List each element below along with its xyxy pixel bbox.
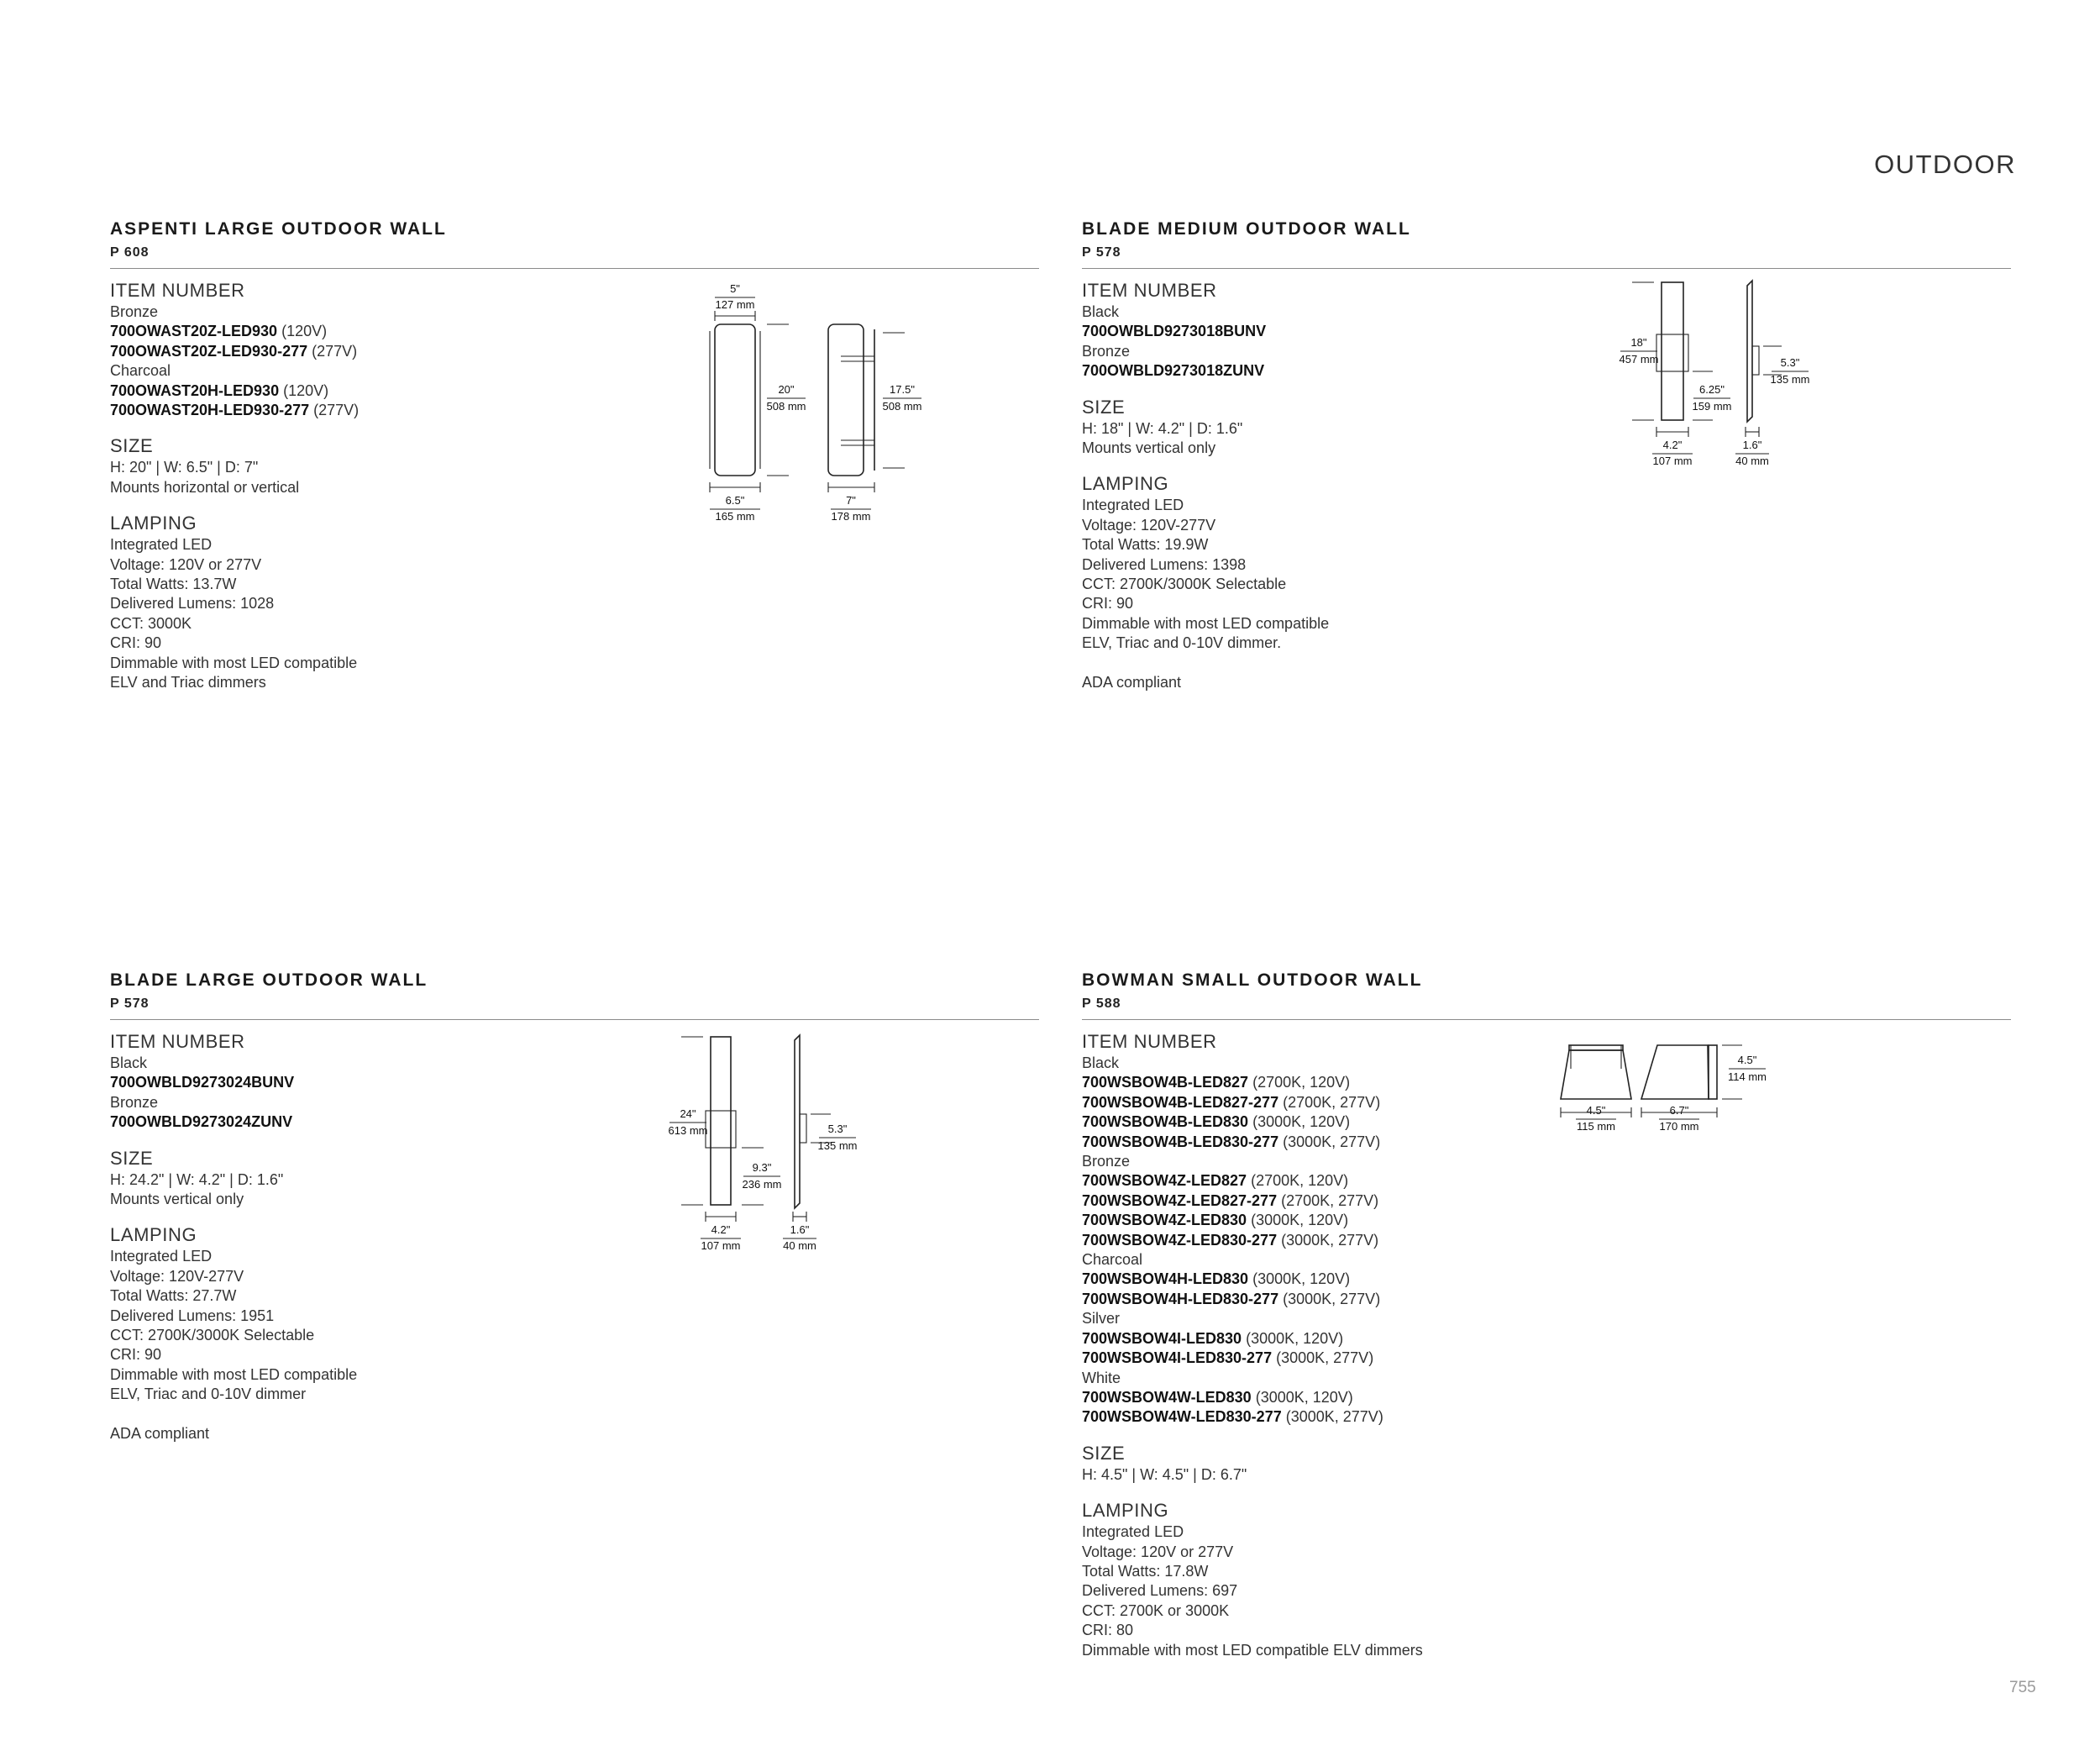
item-number-heading: ITEM NUMBER <box>110 280 245 301</box>
page-reference: P 578 <box>1082 245 1121 260</box>
item-code: 700WSBOW4I-LED830 <box>1082 1329 1242 1347</box>
item-code: 700WSBOW4H-LED830-277 <box>1082 1290 1279 1307</box>
item-number-row <box>1082 1133 1603 1152</box>
size-block <box>1082 395 1603 459</box>
item-spec: (3000K, 277V) <box>1283 1290 1381 1307</box>
item-number-row <box>1082 1112 1603 1132</box>
item-spec: (3000K, 277V) <box>1281 1231 1379 1249</box>
item-spec: (3000K, 277V) <box>1285 1408 1383 1426</box>
dim-label-in: 9.3" <box>752 1161 772 1174</box>
lamping-line: Total Watts: 27.7W <box>110 1287 237 1305</box>
lamping-heading: LAMPING <box>1082 1500 1169 1522</box>
product-name: BLADE LARGE OUTDOOR WALL <box>110 970 428 990</box>
fixture-front-view <box>711 1037 731 1205</box>
lamping-line: Total Watts: 13.7W <box>110 576 237 593</box>
item-spec: (3000K, 277V) <box>1276 1349 1374 1367</box>
item-number-row <box>1082 1191 1603 1211</box>
dim-label-in: 6.25" <box>1699 383 1725 396</box>
dim-label-in: 7" <box>846 494 856 507</box>
fixture-side-backplate <box>800 1114 806 1143</box>
dim-label-in: 1.6" <box>1742 439 1762 451</box>
fixture-front-view <box>1561 1050 1631 1099</box>
fixture-side-view <box>1641 1045 1709 1099</box>
dim-label-mm: 508 mm <box>766 400 806 413</box>
lamping-line: CCT: 2700K/3000K Selectable <box>1082 576 1287 593</box>
lamping-line: Delivered Lumens: 1398 <box>1082 555 1247 573</box>
item-number-block <box>110 278 631 420</box>
size-block <box>110 1146 631 1210</box>
dim-label-in: 18" <box>1630 336 1647 349</box>
item-number-heading: ITEM NUMBER <box>1082 1031 1217 1052</box>
item-code: 700WSBOW4B-LED827 <box>1082 1074 1249 1091</box>
item-code: 700WSBOW4Z-LED830 <box>1082 1212 1247 1229</box>
lamping-line: Voltage: 120V or 277V <box>1082 1543 1234 1560</box>
size-heading: SIZE <box>110 1147 154 1169</box>
lamping-line: Voltage: 120V or 277V <box>110 555 262 573</box>
lamping-line: Voltage: 120V-277V <box>1082 516 1216 534</box>
dim-label-in: 4.2" <box>711 1223 731 1236</box>
lamping-line: Voltage: 120V-277V <box>110 1267 244 1285</box>
dimension-diagram <box>589 276 975 536</box>
dim-label-mm: 114 mm <box>1728 1070 1767 1083</box>
item-number-row <box>1082 1388 1603 1407</box>
item-code: 700OWAST20Z-LED930-277 <box>110 342 308 360</box>
item-number-row <box>110 1112 631 1132</box>
finish-label: Black <box>1082 303 1120 320</box>
fixture-side-backplate <box>1752 346 1759 375</box>
fixture-side-view <box>1747 281 1752 422</box>
dim-label-mm: 178 mm <box>831 510 871 523</box>
lamping-block <box>1082 1498 1603 1660</box>
item-number-row <box>110 322 631 341</box>
item-number-row <box>1082 1270 1603 1289</box>
dim-label-mm: 165 mm <box>715 510 755 523</box>
lamping-line: ELV, Triac and 0-10V dimmer. <box>1082 634 1282 652</box>
fixture-side-view <box>828 324 864 476</box>
lamping-line: Integrated LED <box>110 536 213 554</box>
product-name: BLADE MEDIUM OUTDOOR WALL <box>1082 219 1411 239</box>
lamping-heading: LAMPING <box>110 1224 197 1246</box>
item-number-row <box>1082 1231 1603 1250</box>
size-heading: SIZE <box>110 435 154 457</box>
dim-label-mm: 127 mm <box>715 298 755 311</box>
lamping-line: Delivered Lumens: 697 <box>1082 1582 1238 1600</box>
dim-label-in: 6.7" <box>1669 1104 1689 1117</box>
finish-label: Black <box>1082 1054 1120 1071</box>
compliance-note: ADA compliant <box>1082 674 1182 691</box>
product-name: ASPENTI LARGE OUTDOOR WALL <box>110 219 447 239</box>
compliance-note: ADA compliant <box>110 1425 210 1443</box>
finish-label: Bronze <box>1082 1153 1131 1170</box>
dim-label-mm: 107 mm <box>701 1239 741 1252</box>
dim-label-in: 4.5" <box>1737 1054 1757 1066</box>
item-code: 700OWAST20H-LED930-277 <box>110 402 310 419</box>
lamping-heading: LAMPING <box>1082 473 1169 495</box>
lamping-line: Dimmable with most LED compatible <box>1082 614 1330 632</box>
lamping-line: Total Watts: 17.8W <box>1082 1562 1209 1580</box>
lamping-heading: LAMPING <box>110 513 197 534</box>
item-code: 700WSBOW4H-LED830 <box>1082 1270 1249 1288</box>
dim-label-in: 24" <box>680 1107 696 1120</box>
item-code: 700OWAST20H-LED930 <box>110 381 280 399</box>
size-line: H: 24.2" | W: 4.2" | D: 1.6" <box>110 1170 284 1188</box>
item-spec: (277V) <box>313 402 360 419</box>
product-bowman-small <box>1082 968 2011 1674</box>
finish-label: Silver <box>1082 1310 1121 1328</box>
dim-label-in: 5" <box>730 282 740 295</box>
finish-label: Bronze <box>1082 342 1131 360</box>
dim-label-mm: 40 mm <box>1735 455 1769 467</box>
item-number-heading: ITEM NUMBER <box>1082 280 1217 301</box>
item-spec: (2700K, 120V) <box>1252 1074 1351 1091</box>
item-spec: (2700K, 277V) <box>1283 1093 1381 1111</box>
dim-label-mm: 457 mm <box>1619 353 1659 365</box>
fixture-side-backplate <box>1709 1045 1717 1099</box>
dim-label-mm: 40 mm <box>783 1239 816 1252</box>
lamping-line: Total Watts: 19.9W <box>1082 536 1209 554</box>
item-spec: (2700K, 120V) <box>1251 1172 1349 1190</box>
dim-label-mm: 613 mm <box>668 1124 708 1137</box>
lamping-line: CCT: 2700K or 3000K <box>1082 1601 1230 1619</box>
item-number-row <box>110 381 631 401</box>
fixture-front-top <box>1569 1045 1623 1050</box>
item-code: 700OWBLD9273018ZUNV <box>1082 362 1265 380</box>
lamping-line: CCT: 2700K/3000K Selectable <box>110 1327 315 1344</box>
item-spec: (277V) <box>312 342 358 360</box>
lamping-line: Integrated LED <box>1082 1523 1184 1541</box>
item-code: 700OWBLD9273024BUNV <box>110 1074 295 1091</box>
lamping-line: CRI: 90 <box>110 1346 162 1364</box>
dim-label-in: 5.3" <box>827 1123 848 1135</box>
product-aspenti-large <box>110 217 1039 707</box>
item-spec: (3000K, 120V) <box>1252 1270 1351 1288</box>
finish-label: Bronze <box>110 303 159 320</box>
dim-label-in: 5.3" <box>1780 356 1800 369</box>
item-number-row <box>1082 1171 1603 1191</box>
lamping-line: Integrated LED <box>1082 497 1184 514</box>
item-code: 700WSBOW4Z-LED827 <box>1082 1172 1247 1190</box>
dim-label-in: 4.2" <box>1662 439 1683 451</box>
size-line: Mounts vertical only <box>110 1191 244 1208</box>
lamping-line: Delivered Lumens: 1028 <box>110 595 275 613</box>
dim-label-mm: 159 mm <box>1692 400 1732 413</box>
lamping-block <box>1082 471 1603 692</box>
dim-label-in: 6.5" <box>725 494 745 507</box>
product-info <box>1082 269 1603 692</box>
item-code: 700WSBOW4B-LED830 <box>1082 1113 1249 1131</box>
finish-label: Bronze <box>110 1093 159 1111</box>
item-spec: (3000K, 120V) <box>1252 1113 1351 1131</box>
page-reference: P 588 <box>1082 996 1121 1011</box>
item-number-row <box>1082 1290 1603 1309</box>
size-block <box>110 434 631 497</box>
spacer <box>110 1405 631 1424</box>
dim-label-in: 17.5" <box>890 383 915 396</box>
size-heading: SIZE <box>1082 1442 1126 1464</box>
section-title: OUTDOOR <box>1874 150 2016 179</box>
product-blade-large <box>110 968 1039 1457</box>
lamping-line: Dimmable with most LED compatible <box>110 1365 358 1383</box>
item-number-row <box>1082 322 1603 341</box>
item-spec: (3000K, 277V) <box>1283 1133 1381 1150</box>
item-number-heading: ITEM NUMBER <box>110 1031 245 1052</box>
dim-label-mm: 135 mm <box>817 1139 858 1152</box>
item-number-row <box>110 1073 631 1092</box>
dim-label-mm: 115 mm <box>1577 1120 1615 1133</box>
lamping-line: ELV and Triac dimmers <box>110 674 266 691</box>
size-line: H: 20" | W: 6.5" | D: 7" <box>110 459 259 476</box>
product-info <box>110 1020 631 1443</box>
size-block <box>1082 1441 1603 1485</box>
item-number-row <box>1082 1407 1603 1427</box>
size-line: Mounts vertical only <box>1082 439 1216 457</box>
lamping-block <box>110 511 631 692</box>
item-number-block <box>1082 1029 1603 1428</box>
lamping-line: Delivered Lumens: 1951 <box>110 1307 275 1324</box>
lamping-line: ELV, Triac and 0-10V dimmer <box>110 1386 307 1403</box>
item-code: 700WSBOW4W-LED830 <box>1082 1388 1252 1406</box>
finish-label: Charcoal <box>110 362 171 380</box>
lamping-line: Dimmable with most LED compatible <box>110 654 358 671</box>
lamping-block <box>110 1223 631 1443</box>
item-code: 700OWBLD9273024ZUNV <box>110 1113 293 1131</box>
item-spec: (3000K, 120V) <box>1255 1388 1353 1406</box>
finish-label: Black <box>110 1054 148 1071</box>
item-code: 700WSBOW4B-LED830-277 <box>1082 1133 1279 1150</box>
lamping-line: CCT: 3000K <box>110 614 192 632</box>
dim-label-mm: 107 mm <box>1652 455 1693 467</box>
item-number-row <box>1082 1211 1603 1230</box>
finish-label: Charcoal <box>1082 1251 1143 1269</box>
size-heading: SIZE <box>1082 396 1126 418</box>
dim-label-mm: 135 mm <box>1770 373 1810 386</box>
size-line: H: 4.5" | W: 4.5" | D: 6.7" <box>1082 1465 1247 1483</box>
finish-label: White <box>1082 1369 1121 1386</box>
page-number: 755 <box>2009 1679 2036 1696</box>
item-number-row <box>1082 361 1603 381</box>
product-info <box>1082 1020 1603 1660</box>
dim-label-in: 4.5" <box>1586 1104 1606 1117</box>
item-number-block <box>110 1029 631 1133</box>
item-spec: (3000K, 120V) <box>1251 1212 1349 1229</box>
item-code: 700OWAST20Z-LED930 <box>110 323 278 340</box>
product-info <box>110 269 631 693</box>
size-line: Mounts horizontal or vertical <box>110 478 300 496</box>
lamping-line: CRI: 90 <box>1082 595 1134 613</box>
lamping-line: CRI: 80 <box>1082 1622 1134 1639</box>
dim-label-mm: 236 mm <box>742 1178 782 1191</box>
item-number-row <box>1082 1329 1603 1349</box>
item-number-row <box>110 342 631 361</box>
spacer <box>1082 654 1603 673</box>
item-code: 700WSBOW4Z-LED827-277 <box>1082 1191 1278 1209</box>
item-number-row <box>1082 1073 1603 1092</box>
dim-label-in: 20" <box>778 383 795 396</box>
lamping-line: Dimmable with most LED compatible ELV dimmers <box>1082 1641 1423 1659</box>
item-code: 700WSBOW4W-LED830-277 <box>1082 1408 1282 1426</box>
item-number-row <box>1082 1093 1603 1112</box>
page-reference: P 578 <box>110 996 150 1011</box>
dim-label-mm: 170 mm <box>1659 1120 1699 1133</box>
product-name: BOWMAN SMALL OUTDOOR WALL <box>1082 970 1423 990</box>
product-blade-medium <box>1082 217 2011 706</box>
item-number-block <box>1082 278 1603 381</box>
dim-label-in: 1.6" <box>790 1223 810 1236</box>
dimension-diagram <box>1561 1035 1813 1170</box>
item-code: 700OWBLD9273018BUNV <box>1082 323 1267 340</box>
item-spec: (120V) <box>283 381 329 399</box>
size-line: H: 18" | W: 4.2" | D: 1.6" <box>1082 419 1243 437</box>
dimension-diagram <box>589 1027 874 1296</box>
dim-label-mm: 508 mm <box>882 400 922 413</box>
item-number-row <box>110 401 631 420</box>
page-reference: P 608 <box>110 245 150 260</box>
item-number-row <box>1082 1349 1603 1368</box>
lamping-line: CRI: 90 <box>110 634 162 652</box>
dimension-diagram <box>1557 276 1842 528</box>
item-code: 700WSBOW4I-LED830-277 <box>1082 1349 1273 1367</box>
item-spec: (120V) <box>281 323 328 340</box>
fixture-front-view <box>1662 282 1683 420</box>
item-code: 700WSBOW4Z-LED830-277 <box>1082 1231 1278 1249</box>
item-spec: (2700K, 277V) <box>1281 1191 1379 1209</box>
lamping-line: Integrated LED <box>110 1248 213 1265</box>
item-spec: (3000K, 120V) <box>1246 1329 1344 1347</box>
item-code: 700WSBOW4B-LED827-277 <box>1082 1093 1279 1111</box>
fixture-side-view <box>795 1035 800 1208</box>
fixture-front-view <box>715 324 755 476</box>
